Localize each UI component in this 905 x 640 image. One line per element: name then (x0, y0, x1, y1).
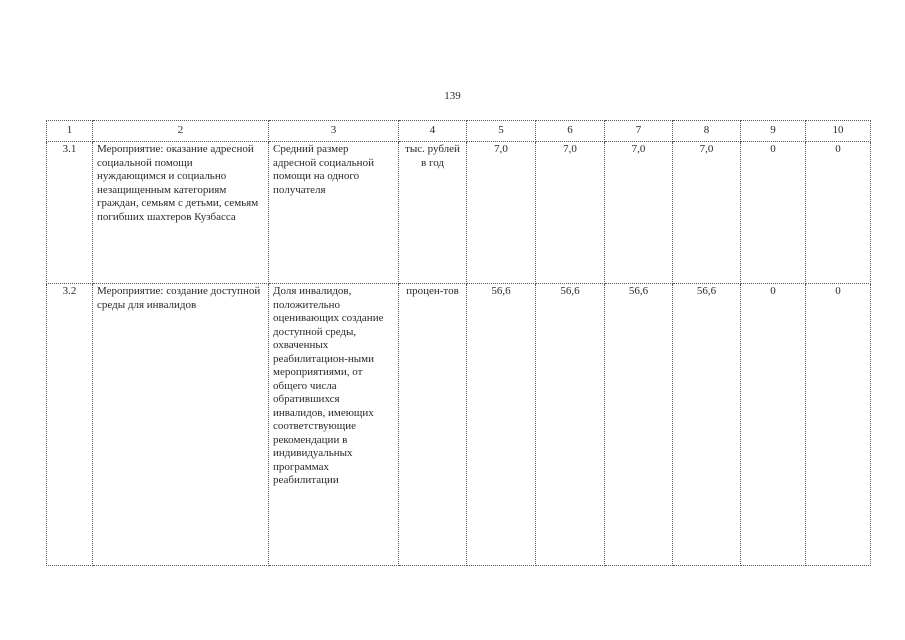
row-number: 3.1 (47, 142, 93, 284)
value-cell: 0 (806, 142, 871, 284)
column-header: 7 (605, 121, 673, 142)
value-cell: 56,6 (467, 284, 536, 566)
page-number: 139 (444, 90, 461, 102)
row-number: 3.2 (47, 284, 93, 566)
measure-cell: Мероприятие: создание доступной среды для инвалидов (93, 284, 269, 566)
value-cell: 7,0 (536, 142, 605, 284)
value-cell: 7,0 (467, 142, 536, 284)
column-header: 8 (673, 121, 741, 142)
value-cell: 7,0 (673, 142, 741, 284)
table-row (47, 284, 871, 566)
column-header: 5 (467, 121, 536, 142)
value-cell: 7,0 (605, 142, 673, 284)
column-header: 10 (806, 121, 871, 142)
indicator-cell: Доля инвалидов, положительно оценивающих создание доступной среды, охваченных реабилитацион-ными мероприятиями, от общего числа обратившихся инвалидов, имеющих соответствующие рекомендации в индивидуальных программах реабилитации (269, 284, 399, 566)
column-header: 2 (93, 121, 269, 142)
value-cell: 0 (806, 284, 871, 566)
table-header-row (47, 121, 871, 142)
unit-cell: процен-тов (399, 284, 467, 566)
unit-cell: тыс. рублей в год (399, 142, 467, 284)
column-header: 6 (536, 121, 605, 142)
column-header: 3 (269, 121, 399, 142)
indicator-table (46, 120, 871, 566)
indicator-cell: Средний размер адресной социальной помощи на одного получателя (269, 142, 399, 284)
value-cell: 0 (741, 284, 806, 566)
value-cell: 56,6 (673, 284, 741, 566)
value-cell: 0 (741, 142, 806, 284)
column-header: 1 (47, 121, 93, 142)
column-header: 9 (741, 121, 806, 142)
value-cell: 56,6 (536, 284, 605, 566)
table-row (47, 142, 871, 284)
column-header: 4 (399, 121, 467, 142)
measure-cell: Мероприятие: оказание адресной социальной помощи нуждающимся и социально незащищенным категориям граждан, семьям с детьми, семьям погибших шахтеров Кузбасса (93, 142, 269, 284)
value-cell: 56,6 (605, 284, 673, 566)
